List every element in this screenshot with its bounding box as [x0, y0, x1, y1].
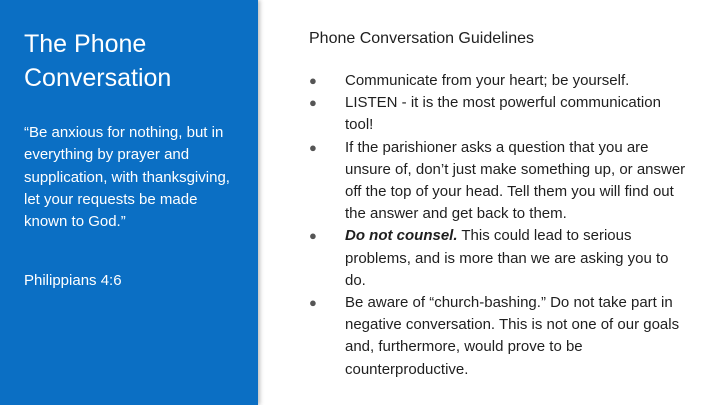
- guideline-text: This could lead to serious problems, and is more than we are asking you to do.: [345, 227, 669, 289]
- guideline-item: [309, 70, 693, 92]
- bullet-icon: ●: [309, 228, 317, 244]
- guideline-text: Be aware of “church-bashing.” Do not take part in negative conversation. This is not one of our goals and, furthermore, would prove to be counterproductive.: [345, 294, 680, 378]
- title-line-2: Conversation: [24, 64, 172, 92]
- guidelines-list: [309, 70, 693, 381]
- guideline-item: [309, 92, 693, 136]
- title-line-1: The Phone: [24, 30, 147, 58]
- scripture-citation: Philippians 4:6: [24, 272, 122, 289]
- slide-title: [24, 27, 244, 95]
- guideline-item: [309, 292, 693, 381]
- guideline-item: [309, 137, 693, 226]
- guideline-text: LISTEN - it is the most powerful communication tool!: [345, 94, 661, 134]
- guideline-emphasis: Do not counsel.: [345, 227, 458, 245]
- bullet-icon: ●: [309, 73, 317, 88]
- guideline-text: If the parishioner asks a question that you are unsure of, don’t just make something up, or answer off the top of your head. Tell them you will find out the answer and get back to them.: [345, 138, 686, 223]
- bullet-icon: ●: [309, 95, 317, 111]
- bullet-icon: ●: [309, 139, 317, 155]
- scripture-quote: “Be anxious for nothing, but in everything by prayer and supplication, with thanksgiving, let your requests be made known to God.”: [24, 124, 230, 231]
- bullet-icon: ●: [309, 295, 317, 311]
- guideline-text: Communicate from your heart; be yourself.: [345, 72, 630, 89]
- guideline-item: [309, 225, 693, 292]
- guidelines-heading: Phone Conversation Guidelines: [309, 30, 535, 47]
- left-panel: [0, 0, 258, 405]
